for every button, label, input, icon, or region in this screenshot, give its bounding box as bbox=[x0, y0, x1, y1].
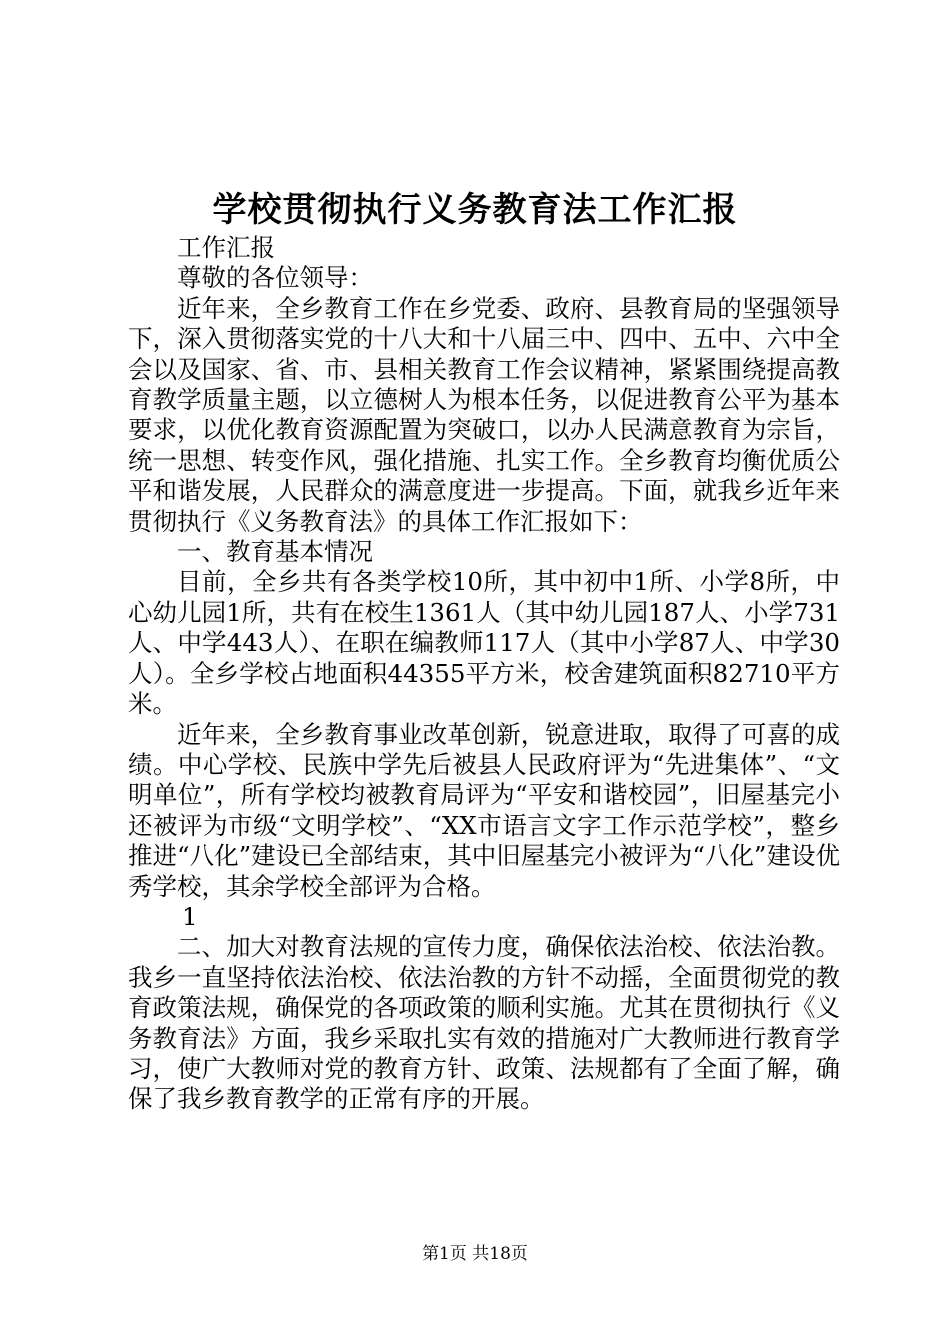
section-heading-basic-situation: 一、教育基本情况 bbox=[177, 537, 373, 567]
paragraph-intro: 近年来，全乡教育工作在乡党委、政府、县教育局的坚强领导下，深入贯彻落实党的十八大和十八届三中、四中、五中、六中全会以及国家、省、市、县相关教育工作会议精神，紧紧围绕提高教育教学质量主题，以立德树人为根本任务，以促进教育公平为基本要求，以优化教育资源配置为突破口，以办人民满意教育为宗旨，统一思想、转变作风，强化措施、扎实工作。全乡教育均衡优质公平和谐发展，人民群众的满意度进一步提高。下面，就我乡近年来贯彻执行《义务教育法》的具体工作汇报如下： bbox=[128, 293, 840, 536]
paragraph-school-stats: 目前，全乡共有各类学校10所，其中初中1所、小学8所，中心幼儿园1所，共有在校生1361人（其中幼儿园187人、小学731人、中学443人）、在职在编教师117人（其中小学87人、中学30人）。全乡学校占地面积44355平方米，校舍建筑面积82710平方米。 bbox=[128, 567, 840, 719]
paragraph-salutation: 尊敬的各位领导： bbox=[177, 263, 373, 293]
paragraph-subheading: 工作汇报 bbox=[177, 233, 275, 262]
paragraph-law-promotion: 二、加大对教育法规的宣传力度，确保依法治校、依法治教。我乡一直坚持依法治校、依法治教的方针不动摇，全面贯彻党的教育政策法规，确保党的各项政策的顺利实施。尤其在贯彻执行《义务教育法》方面，我乡采取扎实有效的措施对广大教师进行教育学习，使广大教师对党的教育方针、政策、法规都有了全面了解，确保了我乡教育教学的正常有序的开展。 bbox=[128, 932, 840, 1114]
page-footer: 第1页 共18页 bbox=[422, 1244, 528, 1264]
document-body bbox=[128, 233, 840, 1115]
paragraph-achievements: 近年来，全乡教育事业改革创新，锐意进取，取得了可喜的成绩。中心学校、民族中学先后被县人民政府评为“先进集体”、“文明单位”，所有学校均被教育局评为“平安和谐校园”，旧屋基完小还被评为市级“文明学校”、“XX市语言文字工作示范学校”，整乡推进“八化”建设已全部结束，其中旧屋基完小被评为“八化”建设优秀学校，其余学校全部评为合格。 bbox=[128, 719, 840, 901]
inline-page-number: 1 bbox=[182, 901, 198, 931]
document-title: 学校贯彻执行义务教育法工作汇报 bbox=[212, 190, 738, 230]
